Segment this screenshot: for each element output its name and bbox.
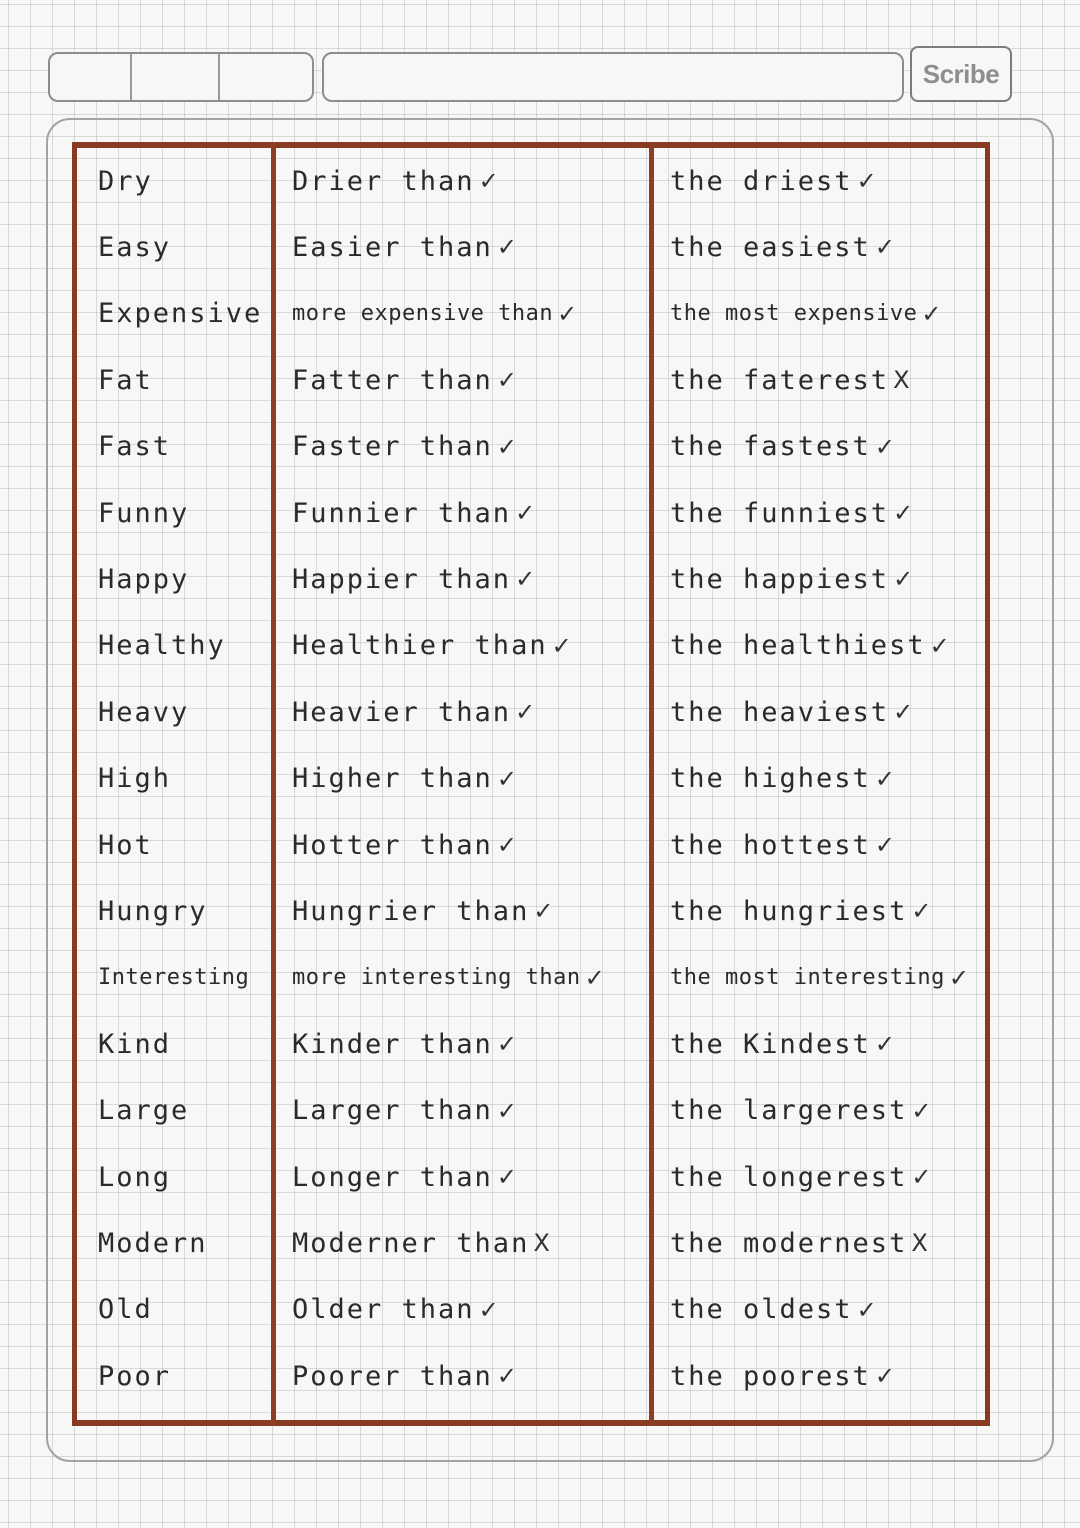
- check-mark-icon: ✓: [515, 565, 536, 594]
- superlative-cell-text: the happiest: [670, 563, 890, 595]
- comparative-cell-text: Moderner than: [292, 1227, 530, 1259]
- superlative-cell: [670, 679, 982, 745]
- base-adjective-cell-text: Heavy: [98, 696, 190, 728]
- superlative-cell-text: the most interesting: [670, 965, 945, 991]
- base-adjective-cell: [98, 214, 278, 280]
- comparative-cell: [292, 812, 652, 878]
- base-adjective-cell: [98, 746, 278, 812]
- table-row: [78, 480, 984, 546]
- base-adjective-cell-text: Dry: [98, 165, 153, 197]
- base-adjective-cell: [98, 613, 278, 679]
- comparative-cell-text: Faster than: [292, 431, 493, 463]
- base-adjective-cell: [98, 281, 278, 347]
- comparative-cell-text: Kinder than: [292, 1028, 493, 1060]
- superlative-cell: [670, 214, 982, 280]
- superlative-cell-text: the hottest: [670, 829, 871, 861]
- comparative-cell: [292, 214, 652, 280]
- superlative-cell: [670, 945, 982, 1011]
- superlative-cell-text: the longerest: [670, 1161, 908, 1193]
- comparative-cell: [292, 878, 652, 944]
- check-mark-icon: ✓: [496, 1030, 517, 1059]
- check-mark-icon: ✓: [856, 1295, 877, 1324]
- superlative-cell-text: the heaviest: [670, 696, 890, 728]
- table-row: [78, 1210, 984, 1276]
- table-row: [78, 613, 984, 679]
- base-adjective-cell: [98, 679, 278, 745]
- comparative-cell-text: more expensive than: [292, 301, 554, 327]
- check-mark-icon: ✓: [478, 1295, 499, 1324]
- superlative-cell: [670, 1277, 982, 1343]
- comparative-cell-text: Hungrier than: [292, 895, 530, 927]
- comparative-cell: [292, 1210, 652, 1276]
- check-mark-icon: ✓: [874, 831, 895, 859]
- header-date-divider: [218, 54, 220, 100]
- check-mark-icon: ✓: [874, 1362, 895, 1391]
- base-adjective-cell-text: Poor: [98, 1360, 172, 1392]
- check-mark-icon: ✓: [874, 233, 895, 262]
- comparative-cell: [292, 945, 652, 1011]
- check-mark-icon: ✓: [929, 631, 950, 660]
- header-title-box: [322, 52, 904, 102]
- base-adjective-cell: [98, 1210, 278, 1276]
- comparative-cell-text: Funnier than: [292, 497, 512, 529]
- base-adjective-cell: [98, 812, 278, 878]
- base-adjective-cell-text: Happy: [98, 563, 190, 595]
- superlative-cell-text: the poorest: [670, 1360, 871, 1392]
- superlative-cell-text: the fastest: [670, 431, 871, 463]
- table-row: [78, 281, 984, 347]
- comparative-cell-text: Longer than: [292, 1161, 493, 1193]
- table-row: [78, 414, 984, 480]
- comparative-cell-text: Poorer than: [292, 1360, 493, 1392]
- superlative-cell-text: the largerest: [670, 1095, 908, 1127]
- superlative-cell-text: the highest: [670, 763, 871, 795]
- base-adjective-cell: [98, 148, 278, 214]
- base-adjective-cell-text: Modern: [98, 1227, 208, 1259]
- base-adjective-cell-text: Kind: [98, 1028, 172, 1060]
- check-mark-icon: ✓: [496, 1163, 517, 1191]
- base-adjective-cell-text: High: [98, 763, 172, 795]
- comparative-cell-text: Higher than: [292, 763, 493, 795]
- comparative-cell-text: Drier than: [292, 165, 475, 197]
- brand-label: Scribe: [922, 58, 1000, 89]
- comparative-cell: [292, 1343, 652, 1409]
- table-row: [78, 546, 984, 612]
- comparative-cell-text: Happier than: [292, 563, 512, 595]
- base-adjective-cell: [98, 347, 278, 413]
- comparative-cell: [292, 1011, 652, 1077]
- check-mark-icon: ✓: [496, 366, 517, 395]
- superlative-cell-text: the faterest: [670, 364, 890, 396]
- check-mark-icon: ✓: [533, 897, 554, 926]
- superlative-cell: [670, 1210, 982, 1276]
- base-adjective-cell-text: Hot: [98, 829, 153, 861]
- table-row: [78, 878, 984, 944]
- base-adjective-cell-text: Hungry: [98, 895, 208, 927]
- check-mark-icon: ✓: [921, 299, 942, 328]
- check-mark-icon: ✓: [874, 764, 895, 793]
- base-adjective-cell-text: Long: [98, 1161, 172, 1193]
- superlative-cell: [670, 281, 982, 347]
- base-adjective-cell: [98, 546, 278, 612]
- comparative-cell: [292, 1277, 652, 1343]
- check-mark-icon: ✓: [496, 831, 517, 859]
- check-mark-icon: ✓: [515, 499, 536, 527]
- superlative-cell: [670, 546, 982, 612]
- check-mark-icon: ✓: [911, 1096, 932, 1125]
- base-adjective-cell: [98, 945, 278, 1011]
- check-mark-icon: ✓: [874, 1030, 895, 1059]
- table-row: [78, 812, 984, 878]
- base-adjective-cell-text: Large: [98, 1095, 190, 1127]
- comparative-cell-text: more interesting than: [292, 965, 581, 991]
- superlative-cell-text: the healthiest: [670, 630, 926, 662]
- superlative-cell: [670, 480, 982, 546]
- check-mark-icon: ✓: [478, 167, 499, 195]
- base-adjective-cell: [98, 1078, 278, 1144]
- base-adjective-cell-text: Healthy: [98, 630, 226, 662]
- check-mark-icon: ✓: [893, 499, 914, 527]
- header-date-box: [48, 52, 314, 102]
- base-adjective-cell: [98, 1144, 278, 1210]
- base-adjective-cell: [98, 878, 278, 944]
- check-mark-icon: ✓: [551, 631, 572, 660]
- table-row: [78, 945, 984, 1011]
- superlative-cell-text: the oldest: [670, 1294, 853, 1326]
- comparative-cell: [292, 480, 652, 546]
- superlative-cell-text: the easiest: [670, 231, 871, 263]
- comparative-cell-text: Easier than: [292, 231, 493, 263]
- comparative-cell: [292, 1078, 652, 1144]
- base-adjective-cell-text: Expensive: [98, 298, 263, 330]
- comparative-cell: [292, 613, 652, 679]
- comparative-cell: [292, 347, 652, 413]
- superlative-cell-text: the driest: [670, 165, 853, 197]
- table-row: [78, 1144, 984, 1210]
- superlative-cell: [670, 1078, 982, 1144]
- check-mark-icon: ✓: [911, 897, 932, 926]
- superlative-cell: [670, 1343, 982, 1409]
- superlative-cell: [670, 812, 982, 878]
- table-row: [78, 679, 984, 745]
- base-adjective-cell-text: Funny: [98, 497, 190, 529]
- base-adjective-cell: [98, 1343, 278, 1409]
- check-mark-icon: ✓: [515, 698, 536, 727]
- comparative-cell: [292, 679, 652, 745]
- superlative-cell: [670, 613, 982, 679]
- base-adjective-cell: [98, 480, 278, 546]
- superlative-cell-text: the funniest: [670, 497, 890, 529]
- table-row: [78, 746, 984, 812]
- brand-logo: [910, 46, 1012, 102]
- table-row: [78, 1011, 984, 1077]
- table-row: [78, 1078, 984, 1144]
- check-mark-icon: ✓: [948, 963, 970, 992]
- base-adjective-cell: [98, 414, 278, 480]
- superlative-cell: [670, 878, 982, 944]
- superlative-cell-text: the Kindest: [670, 1028, 871, 1060]
- table-row: [78, 214, 984, 280]
- comparative-cell-text: Heavier than: [292, 696, 512, 728]
- comparative-cell-text: Older than: [292, 1294, 475, 1326]
- header-date-divider: [130, 54, 132, 100]
- base-adjective-cell-text: Fat: [98, 364, 153, 396]
- superlative-cell-text: the modernest: [670, 1227, 908, 1259]
- base-adjective-cell-text: Easy: [98, 231, 172, 263]
- check-mark-icon: ✓: [911, 1163, 932, 1191]
- check-mark-icon: ✓: [496, 233, 517, 262]
- comparative-cell-text: Larger than: [292, 1095, 493, 1127]
- table-row: [78, 347, 984, 413]
- base-adjective-cell: [98, 1011, 278, 1077]
- comparative-cell: [292, 148, 652, 214]
- check-mark-icon: ✓: [496, 764, 517, 793]
- comparative-cell-text: Hotter than: [292, 829, 493, 861]
- comparative-cell: [292, 281, 652, 347]
- cross-mark-icon: X: [911, 1229, 928, 1258]
- superlative-cell-text: the hungriest: [670, 895, 908, 927]
- check-mark-icon: ✓: [893, 698, 914, 727]
- superlative-cell: [670, 746, 982, 812]
- comparative-cell: [292, 746, 652, 812]
- table-row: [78, 1277, 984, 1343]
- comparative-cell-text: Fatter than: [292, 364, 493, 396]
- check-mark-icon: ✓: [584, 963, 605, 992]
- comparative-cell: [292, 1144, 652, 1210]
- check-mark-icon: ✓: [893, 565, 914, 594]
- base-adjective-cell-text: Interesting: [98, 965, 250, 991]
- comparative-cell: [292, 414, 652, 480]
- comparative-cell: [292, 546, 652, 612]
- table-row: [78, 1343, 984, 1409]
- table-row: [78, 148, 984, 214]
- check-mark-icon: ✓: [557, 299, 578, 328]
- cross-mark-icon: X: [893, 366, 910, 395]
- base-adjective-cell-text: Fast: [98, 431, 172, 463]
- check-mark-icon: ✓: [496, 1096, 517, 1125]
- superlative-cell: [670, 1011, 982, 1077]
- check-mark-icon: ✓: [496, 1362, 517, 1391]
- cross-mark-icon: X: [533, 1229, 550, 1258]
- check-mark-icon: ✓: [856, 167, 877, 195]
- superlative-cell: [670, 414, 982, 480]
- comparative-cell-text: Healthier than: [292, 630, 548, 662]
- check-mark-icon: ✓: [874, 432, 895, 461]
- superlative-cell: [670, 1144, 982, 1210]
- superlative-cell: [670, 347, 982, 413]
- superlative-cell-text: the most expensive: [670, 301, 918, 327]
- base-adjective-cell: [98, 1277, 278, 1343]
- base-adjective-cell-text: Old: [98, 1294, 153, 1326]
- superlative-cell: [670, 148, 982, 214]
- check-mark-icon: ✓: [496, 432, 517, 461]
